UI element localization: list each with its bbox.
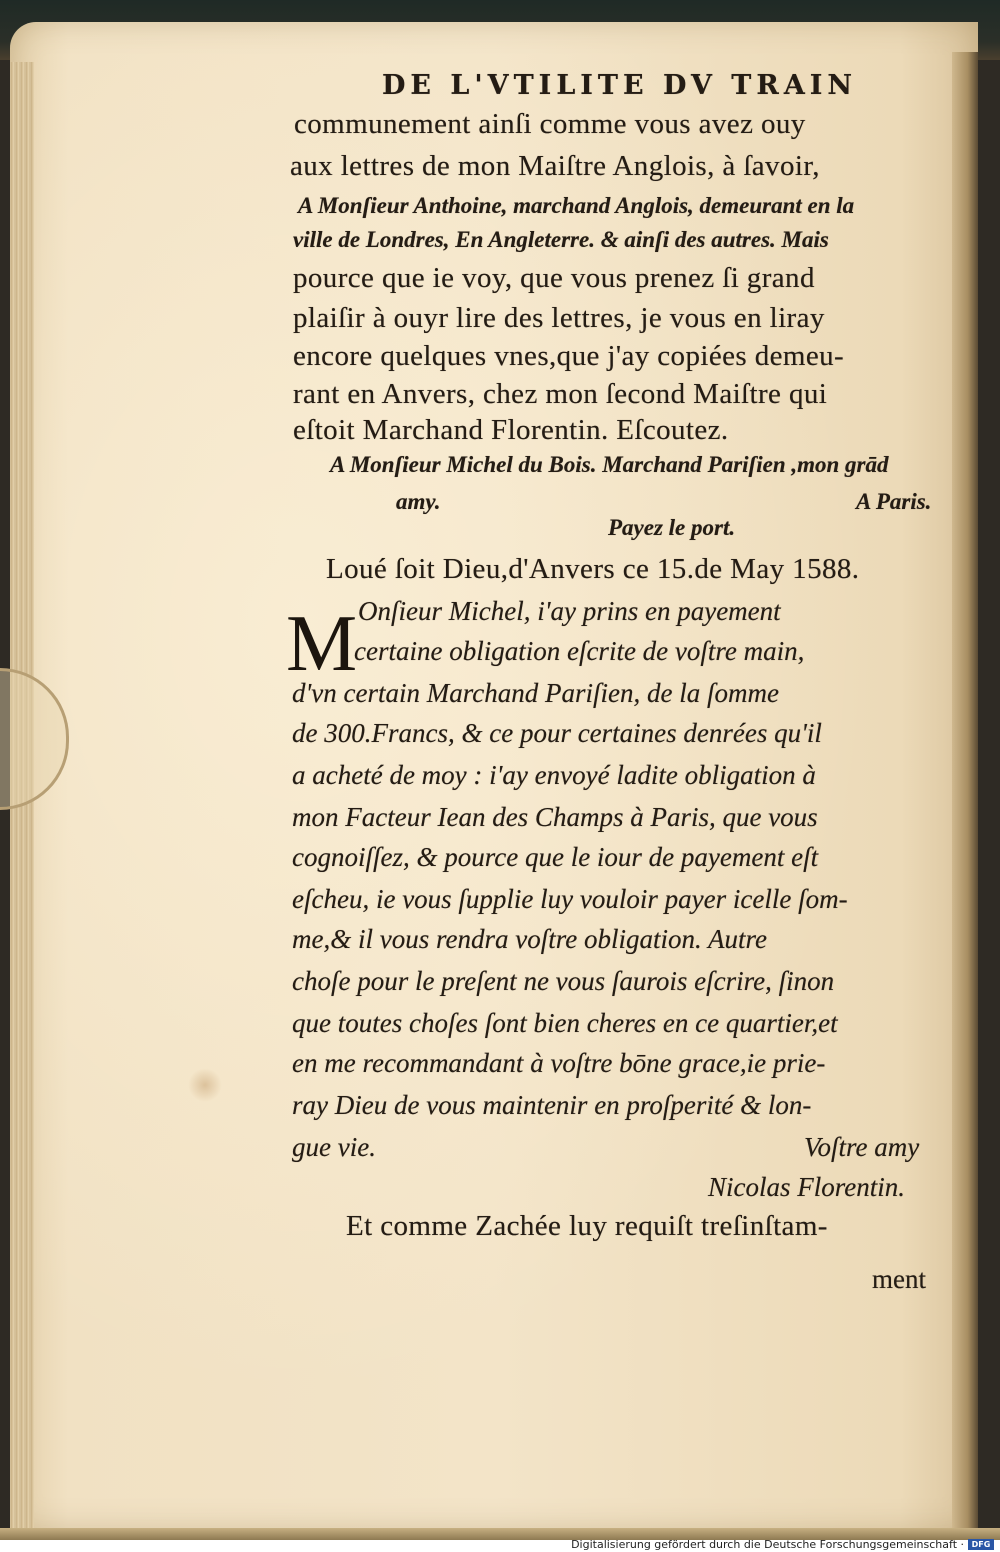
text-line: encore quelques vnes,que j'ay copiées demeu- — [293, 340, 845, 372]
postage-note: Payez le port. — [608, 515, 736, 540]
text-line: communement ainſi comme vous avez ouy — [294, 108, 806, 140]
letter-line: que toutes choſes ſont bien cheres en ce quartier,et — [292, 1008, 838, 1038]
letter-line: ray Dieu de vous maintenir en proſperité & lon- — [292, 1090, 812, 1120]
letter-signature: Nicolas Florentin. — [708, 1172, 905, 1202]
letter-line: me,& il vous rendra voſtre obligation. Autre — [292, 924, 767, 954]
drop-capital: M — [286, 600, 358, 688]
letter-line: d'vn certain Marchand Pariſien, de la ſomme — [292, 678, 779, 708]
text-line: ville de Londres, En Angleterre. & ainſi des autres. Mais — [293, 227, 829, 252]
funding-credit: Digitalisierung gefördert durch die Deutsche Forschungsgemeinschaft · — [571, 1538, 964, 1551]
address-line: A Monſieur Michel du Bois. Marchand Pariſien ,mon grād — [330, 452, 889, 477]
letter-line: eſcheu, ie vous ſupplie luy vouloir payer icelle ſom- — [292, 884, 848, 914]
letter-closing: Voſtre amy — [804, 1132, 920, 1162]
letter-line: gue vie. — [292, 1132, 376, 1162]
dfg-logo: DFG — [968, 1539, 994, 1550]
catchword: ment — [872, 1264, 926, 1294]
letter-line: choſe pour le preſent ne vous ſaurois eſcrire, ſinon — [292, 966, 835, 996]
dateline: Loué ſoit Dieu,d'Anvers ce 15.de May 1588. — [326, 553, 860, 585]
address-line: amy. — [396, 489, 441, 514]
letter-line: de 300.Francs, & ce pour certaines denrées qu'il — [292, 718, 822, 748]
text-line: plaiſir à ouyr lire des lettres, je vous en liray — [293, 302, 825, 334]
running-head: DE L'VTILITE DV TRAIN — [382, 70, 858, 101]
letter-line: a acheté de moy : i'ay envoyé ladite obligation à — [292, 760, 816, 790]
letter-line: certaine obligation eſcrite de voſtre main, — [354, 636, 805, 666]
text-line: pource que ie voy, que vous prenez ſi grand — [293, 262, 815, 294]
text-line: eſtoit Marchand Florentin. Eſcoutez. — [293, 414, 729, 446]
letter-line: Onſieur Michel, i'ay prins en payement — [358, 596, 781, 626]
letter-line: mon Facteur Iean des Champs à Paris, que vous — [292, 802, 818, 832]
text-line: rant en Anvers, chez mon ſecond Maiſtre qui — [293, 378, 828, 410]
text-line: A Monſieur Anthoine, marchand Anglois, demeurant en la — [298, 193, 855, 218]
letter-line: en me recommandant à voſtre bōne grace,ie prie- — [292, 1048, 826, 1078]
text-line: aux lettres de mon Maiſtre Anglois, à ſavoir, — [290, 150, 820, 182]
text-line: Et comme Zachée luy requiſt treſinſtam- — [346, 1210, 828, 1242]
address-destination: A Paris. — [856, 489, 932, 514]
letter-line: cognoiſſez, & pource que le iour de payement eſt — [292, 842, 819, 872]
